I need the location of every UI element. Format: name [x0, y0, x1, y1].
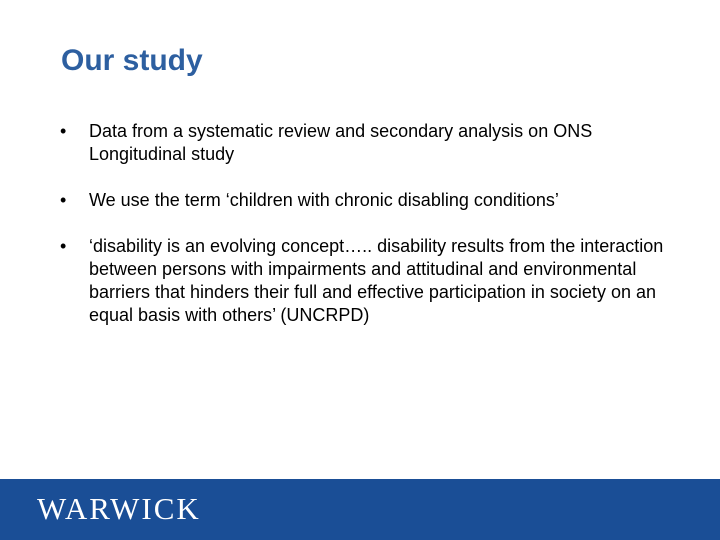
bullet-marker: •: [60, 121, 67, 141]
bullet-item: [60, 189, 680, 212]
warwick-logo: WARWICK: [37, 491, 201, 526]
bullet-marker: •: [60, 236, 67, 256]
bullet-list: [60, 120, 680, 327]
bullet-text: ‘disability is an evolving concept….. disability results from the interaction between persons with impairments and attitudinal and environmental barriers that hinders their full and effective participation in society on an equal basis with others’ (UNCRPD): [89, 236, 664, 325]
bullet-item: [60, 120, 680, 166]
slide-title: Our study: [61, 44, 203, 77]
bullet-text: Data from a systematic review and secondary analysis on ONS Longitudinal study: [89, 121, 593, 164]
bullet-marker: •: [60, 190, 67, 210]
bullet-item: [60, 235, 680, 327]
bullet-text: We use the term ‘children with chronic disabling conditions’: [89, 190, 559, 210]
footer-bar: [0, 479, 720, 540]
